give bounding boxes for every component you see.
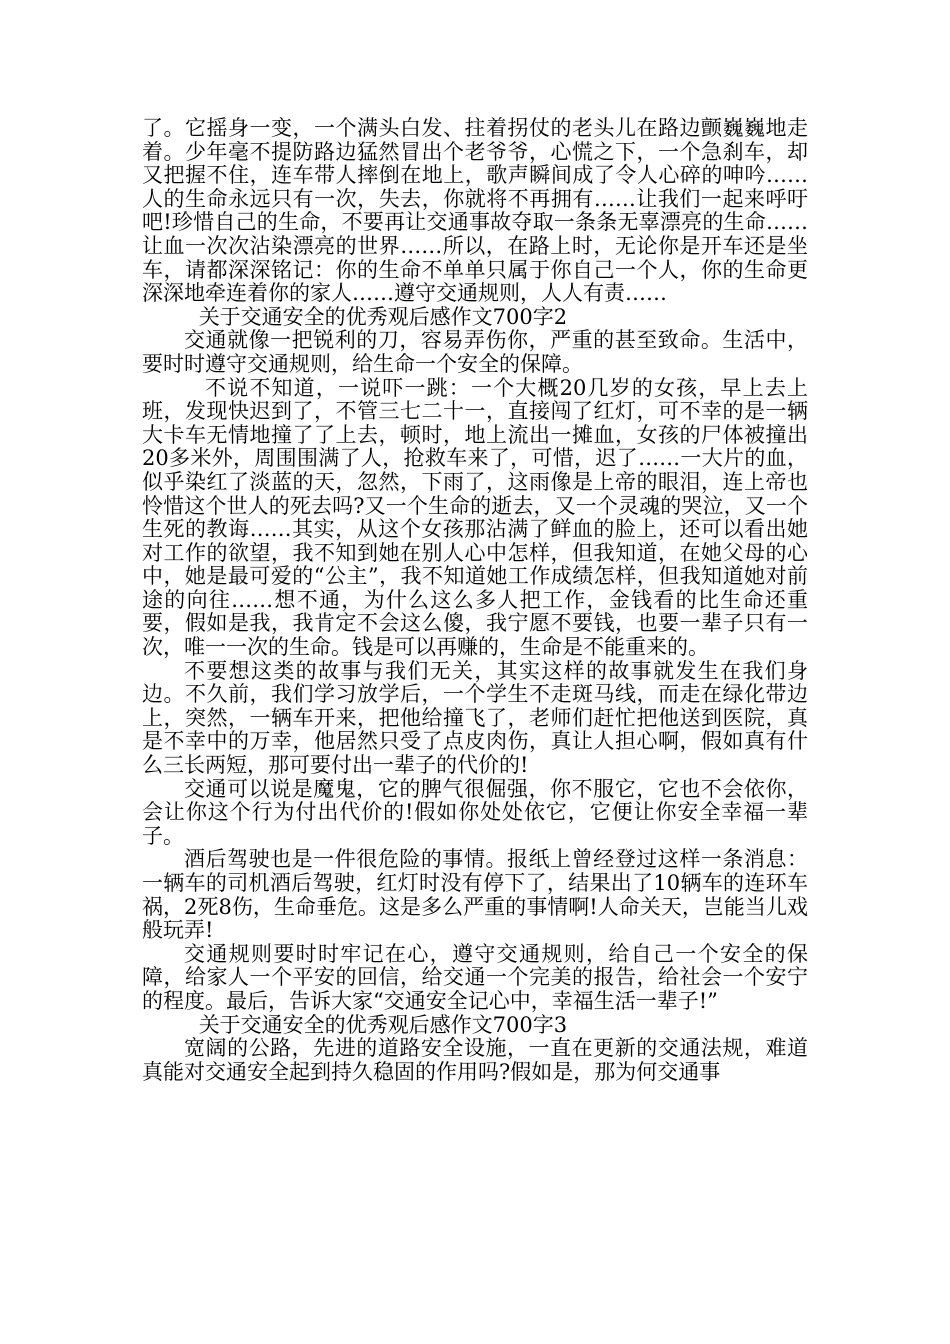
paragraph: 酒后驾驶也是一件很危险的事情。报纸上曾经登过这样一条消息：一辆车的司机酒后驾驶，红灯时没有停下了，结果出了10辆车的连环车祸，2死8伤，生命垂危。这是多么严重的事情啊!人命关天，岂能当儿戏般玩弄! (142, 847, 808, 943)
paragraph: 不说不知道，一说吓一跳：一个大概20几岁的女孩，早上去上班，发现快迟到了，不管三七二十一，直接闯了红灯，可不幸的是一辆大卡车无情地撞了了上去，顿时，地上流出一摊血，女孩的尸体被撞出20多米外，周围围满了人，抢救车来了，可惜，迟了……一大片的血，似乎染红了淡蓝的天，忽然，下雨了，这雨像是上帝的眼泪，连上帝也怜惜这个世人的死去吗?又一个生命的逝去，又一个灵魂的哭泣，又一个生死的教诲……其实，从这个女孩那沾满了鲜血的脸上，还可以看出她对工作的欲望，我不知到她在别人心中怎样，但我知道，在她父母的心中，她是最可爱的“公主”，我不知道她工作成绩怎样，但我知道她对前途的向往……想不通，为什么这么多人把工作，金钱看的比生命还重要，假如是我，我肯定不会这么傻，我宁愿不要钱，也要一辈子只有一次，唯一一次的生命。钱是可以再赚的，生命是不能重来的。 (142, 375, 808, 660)
section-heading-2: 关于交通安全的优秀观后感作文700字2 (198, 304, 568, 329)
paragraph: 交通可以说是魔鬼，它的脾气很倔强，你不服它，它也不会依你，会让你这个行为付出代价的!假如你处处依它，它便让你安全幸福一辈子。 (142, 776, 808, 848)
document-body (142, 117, 808, 1084)
paragraph: 不要想这类的故事与我们无关，其实这样的故事就发生在我们身边。不久前，我们学习放学后，一个学生不走斑马线，而走在绿化带边上，突然，一辆车开来，把他给撞飞了，老师们赶忙把他送到医院，真是不幸中的万幸，他居然只受了点皮肉伤，真让人担心啊，假如真有什么三长两短，那可要付出一辈子的代价的! (142, 658, 808, 778)
paragraph: 交通规则要时时牢记在心，遵守交通规则，给自己一个安全的保障，给家人一个平安的回信，给交通一个完美的报告，给社会一个安宁的程度。最后，告诉大家“交通安全记心中，幸福生活一辈子!” (142, 941, 808, 1013)
section-heading-3: 关于交通安全的优秀观后感作文700字3 (198, 1012, 568, 1037)
paragraph-continuation: 了。它摇身一变，一个满头白发、拄着拐仗的老头儿在路边颤巍巍地走着。少年毫不提防路边猛然冒出个老爷爷，心慌之下，一个急刹车，却又把握不住，连车带人摔倒在地上，歌声瞬间成了令人心碎的呻吟……人的生命永远只有一次，失去，你就将不再拥有……让我们一起来呼吁吧!珍惜自己的生命，不要再让交通事故夺取一条条无辜漂亮的生命……让血一次次沾染漂亮的世界……所以，在路上时，无论你是开车还是坐车，请都深深铭记：你的生命不单单只属于你自己一个人，你的生命更深深地牵连着你的家人……遵守交通规则，人人有责…… (142, 116, 808, 306)
paragraph: 交通就像一把锐利的刀，容易弄伤你，严重的甚至致命。生活中，要时时遵守交通规则，给生命一个安全的保障。 (142, 328, 808, 376)
paragraph: 宽阔的公路，先进的道路安全设施，一直在更新的交通法规，难道真能对交通安全起到持久稳固的作用吗?假如是，那为何交通事 (142, 1036, 808, 1084)
